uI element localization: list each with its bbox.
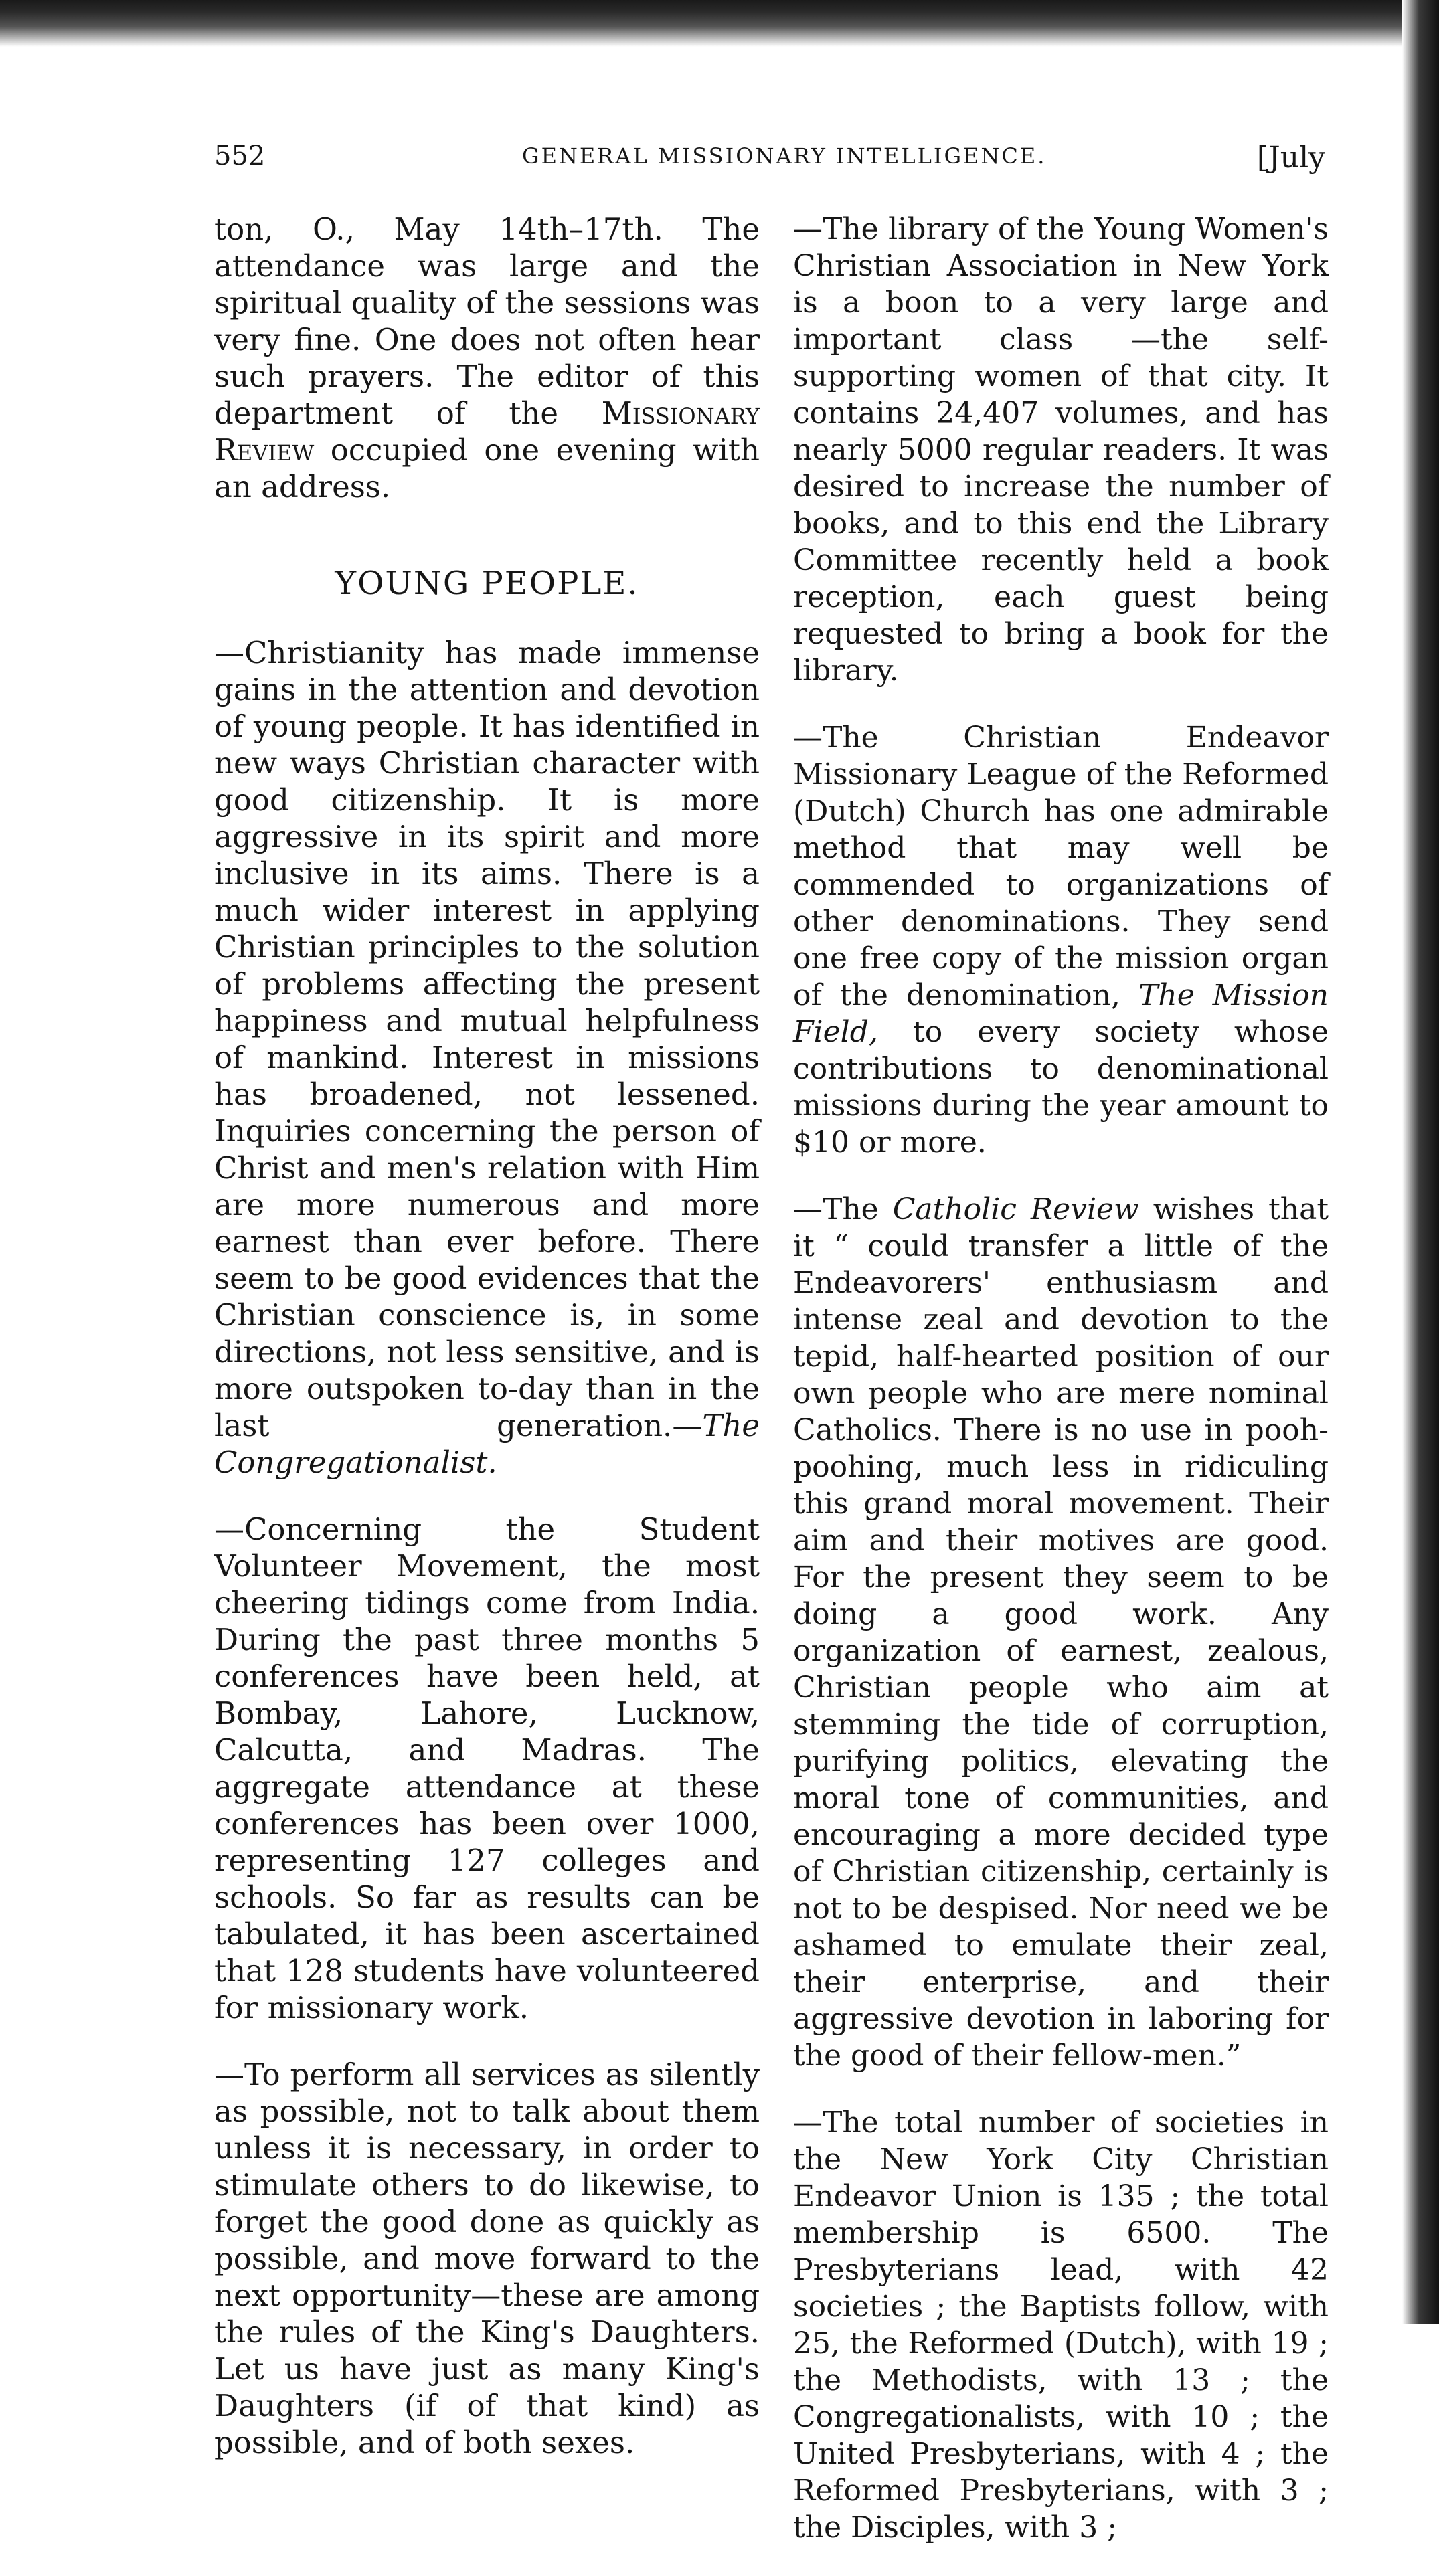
source-citation: The Congregationalist. xyxy=(214,1408,760,1480)
scan-edge-top xyxy=(0,0,1439,47)
catholic-review-text-start: —The xyxy=(793,1192,893,1226)
publication-title: The Mission Field, xyxy=(793,978,1329,1049)
running-date: [July xyxy=(1256,141,1325,175)
catholic-review-text-end: wishes that it “ could transfer a little of the Endeavorers' enthusiasm and intense zeal and devotion to the tepid, half-hearted position of our own people who are mere nominal Catholics. There is no use in pooh-poohing, much less in ridiculing this grand moral movement. Their aim and their motives are good. For the present they seem to be doing a good work. Any organization of earnest, zealous, Christian people who aim at stemming the tide of corruption, purifying politics, elevating the moral tone of communities, and encouraging a more decided type of Christian citizenship, certainly is not to be despised. Nor need we be ashamed to emulate their zeal, their enterprise, and their aggressive devotion in laboring for the good of their fellow-men.” xyxy=(793,1192,1329,2073)
continuation-paragraph xyxy=(214,211,760,505)
continuation-text-end: occupied one evening with an address. xyxy=(214,432,760,504)
paragraph-kings-daughters: —To perform all services as silently as possible, not to talk about them unless it is necessary, in order to stimulate others to do likewise, to forget the good done as quickly as possible, and move forward to the next opportunity—these are among the rules of the King's Daughters. Let us have just as many King's Daughters (if of that kind) as possible, and of both sexes. xyxy=(214,2057,760,2460)
right-column xyxy=(793,211,1329,2576)
endeavor-league-text-start: —The Christian Endeavor Missionary League of the Reformed (Dutch) Church has one admirable method that may well be commended to organizations of other denominations. They send one free copy of the mission organ of the denomination, xyxy=(793,721,1329,1012)
running-head xyxy=(214,141,1325,181)
paragraph-ywca-library: —The library of the Young Women's Christian Association in New York is a boon to a very large and important class —the self-supporting women of that city. It contains 24,407 volumes, and has nearly 5000 regular readers. It was desired to increase the number of books, and to this end the Library Committee recently held a book reception, each guest being requested to bring a book for the library. xyxy=(793,212,1329,688)
paragraph-catholic-review xyxy=(793,1191,1329,2074)
section-heading-young-people: YOUNG PEOPLE. xyxy=(335,565,639,602)
scan-edge-right xyxy=(1402,0,1439,2324)
left-column xyxy=(214,211,760,2491)
paragraph-student-volunteer: —Concerning the Student Volunteer Movement, the most cheering tidings come from India. During the past three months 5 conferences have been held, at Bombay, Lahore, Lucknow, Calcutta, and Madras. The aggregate attendance at these conferences has been over 1000, representing 127 colleges and schools. So far as results can be tabulated, it has been ascertained that 128 students have volunteered for missionary work. xyxy=(214,1511,760,2025)
page-number: 552 xyxy=(214,141,266,171)
paragraph-christianity-text: —Christianity has made immense gains in the attention and devotion of young people. It has identified in new ways Christian character with good citizenship. It is more aggressive in its spirit and more inclusive in its aims. There is a much wider interest in applying Christian principles to the solution of problems affecting the present happiness and mutual helpfulness of mankind. Interest in missions has broadened, not lessened. Inquiries concerning the person of Christ and men's relation with Him are more numerous and more earnest than ever before. There seem to be good evidences that the Christian conscience is, in some directions, not less sensitive, and is more outspoken to-day than in the last generation.— xyxy=(214,635,760,1443)
paragraph-endeavor-league xyxy=(793,719,1329,1161)
journal-name-small-caps: Missionary Review xyxy=(214,395,760,468)
publication-title-catholic-review: Catholic Review xyxy=(892,1192,1139,1226)
paragraph-societies-count: —The total number of societies in the New York City Christian Endeavor Union is 135 ; the total membership is 6500. The Presbyterians lead, with 42 societies ; the Baptists follow, with 25, the Reformed (Dutch), with 19 ; the Methodists, with 13 ; the Congregationalists, with 10 ; the United Presbyterians, with 4 ; the Reformed Presbyterians, with 3 ; the Disciples, with 3 ; xyxy=(793,2106,1329,2545)
continuation-text-start: ton, O., May 14th–17th. The attendance was large and the spiritual quality of the sessions was very fine. One does not often hear such prayers. The editor of this department of the xyxy=(214,211,760,431)
endeavor-league-text-end: to every society whose contributions to denominational missions during the year amount to $10 or more. xyxy=(793,1015,1329,1160)
running-title: GENERAL MISSIONARY INTELLIGENCE. xyxy=(522,143,1047,169)
paragraph-christianity xyxy=(214,634,760,1481)
